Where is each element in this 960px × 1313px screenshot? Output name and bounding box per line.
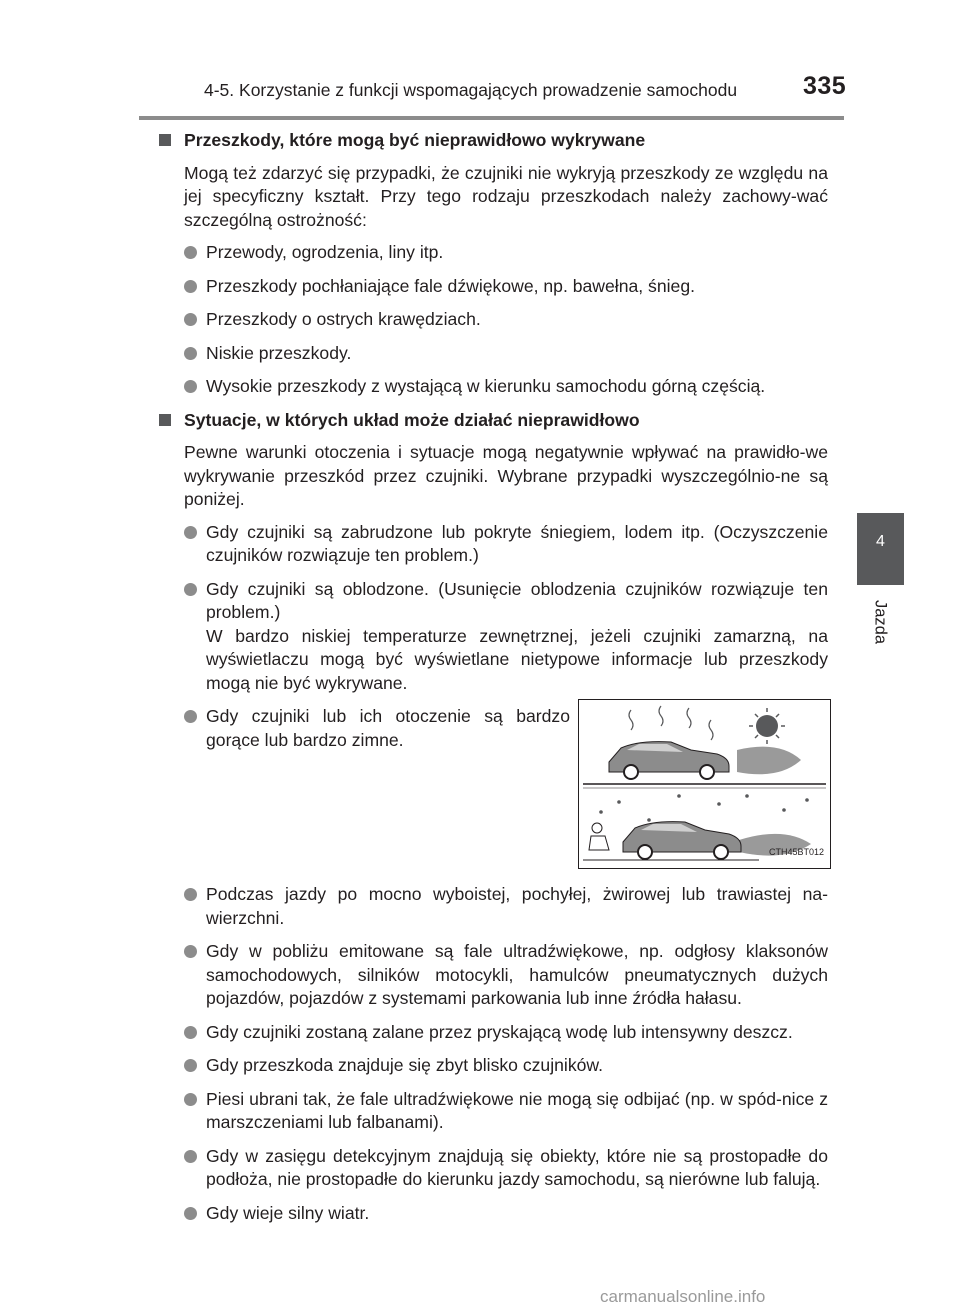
circle-bullet-icon xyxy=(184,1026,197,1039)
person-icon xyxy=(589,823,609,850)
list-item: Przeszkody o ostrych krawędziach. xyxy=(158,308,828,332)
page-content xyxy=(158,125,828,1235)
list-item: Gdy czujniki są oblodzone. (Usunięcie oblodzenia czujników rozwiązuje ten problem.) W bardzo niskiej temperaturze zewnętrznej, jeżeli czujniki zamarzną, na wyświetlaczu mogą być wyświetlane nietypowe informacje lub przeszkody mogą nie być wykrywane. xyxy=(158,578,828,696)
circle-bullet-icon xyxy=(184,1150,197,1163)
section-heading: Sytuacje, w których układ może działać nieprawidłowo xyxy=(158,409,828,433)
chapter-number: 4 xyxy=(876,533,885,550)
list-item: Przeszkody pochłaniające fale dźwiękowe, np. bawełna, śnieg. xyxy=(158,275,828,299)
circle-bullet-icon xyxy=(184,1207,197,1220)
sun-icon xyxy=(749,708,785,744)
circle-bullet-icon xyxy=(184,710,197,723)
circle-bullet-icon xyxy=(184,1093,197,1106)
figure-row xyxy=(158,705,828,883)
list-item: Gdy czujniki lub ich otoczenie są bardzo gorące lub bardzo zimne. xyxy=(158,705,570,752)
list-item: Gdy w pobliżu emitowane są fale ultradźwiękowe, np. odgłosy klaksonów samochodowych, silników motocykli, hamulców pneumatycznych dużych pojazdów, pojazdów z systemami parkowania lub inne źródła hałasu. xyxy=(158,940,828,1011)
circle-bullet-icon xyxy=(184,583,197,596)
list-item: Gdy przeszkoda znajduje się zbyt blisko czujników. xyxy=(158,1054,828,1078)
header-rule xyxy=(139,116,844,120)
car-icon xyxy=(609,742,729,779)
chapter-label: Jazda xyxy=(871,599,890,645)
paragraph: Pewne warunki otoczenia i sytuacje mogą negatywnie wpływać na prawidło-we wykrywanie przeszkód przez czujniki. Wybrane przypadki wyszczególnio-ne są poniżej. xyxy=(184,442,828,509)
circle-bullet-icon xyxy=(184,313,197,326)
snowflake-icon xyxy=(599,794,809,822)
circle-bullet-icon xyxy=(184,888,197,901)
square-bullet-icon xyxy=(159,414,171,426)
circle-bullet-icon xyxy=(184,280,197,293)
heat-wave-icon xyxy=(629,706,713,740)
chapter-tab[interactable] xyxy=(857,513,904,585)
list-item: Piesi ubrani tak, że fale ultradźwiękowe nie mogą się odbijać (np. w spód-nice z marszczeniami lub falbanami). xyxy=(158,1088,828,1135)
page-number: 335 xyxy=(803,72,847,100)
circle-bullet-icon xyxy=(184,526,197,539)
figure-code: CTH45BT012 xyxy=(768,846,824,857)
sensor-wave-shape xyxy=(737,747,801,775)
circle-bullet-icon xyxy=(184,246,197,259)
circle-bullet-icon xyxy=(184,380,197,393)
circle-bullet-icon xyxy=(184,347,197,360)
list-item: Podczas jazdy po mocno wyboistej, pochyłej, żwirowej lub trawiastej na-wierzchni. xyxy=(158,883,828,930)
list-item: Wysokie przeszkody z wystającą w kierunku samochodu górną częścią. xyxy=(158,375,828,399)
list-item: Gdy w zasięgu detekcyjnym znajdują się obiekty, które nie są prostopadłe do podłoża, nie prostopadłe do kierunku jazdy samochodu, są nierówne lub falują. xyxy=(158,1145,828,1192)
list-item: Przewody, ogrodzenia, liny itp. xyxy=(158,241,828,265)
circle-bullet-icon xyxy=(184,945,197,958)
paragraph: Mogą też zdarzyć się przypadki, że czujniki nie wykryją przeszkody ze względu na jej specyficzny kształt. Przy tego rodzaju przeszkodach należy zachowy-wać szczególną ostrożność: xyxy=(184,162,828,230)
list-item: Gdy czujniki zostaną zalane przez pryskającą wodę lub intensywny deszcz. xyxy=(158,1021,828,1045)
square-bullet-icon xyxy=(159,134,171,146)
illustration-hot-cold-sensors xyxy=(578,699,831,869)
car-icon xyxy=(623,822,741,859)
list-item: Niskie przeszkody. xyxy=(158,342,828,366)
circle-bullet-icon xyxy=(184,1059,197,1072)
running-header-title: 4-5. Korzystanie z funkcji wspomagających prowadzenie samochodu xyxy=(204,80,738,100)
watermark-link[interactable]: carmanualsonline.info xyxy=(600,1287,766,1306)
list-item: Gdy wieje silny wiatr. xyxy=(158,1202,828,1226)
section-heading: Przeszkody, które mogą być nieprawidłowo wykrywane xyxy=(158,129,828,153)
list-item: Gdy czujniki są zabrudzone lub pokryte śniegiem, lodem itp. (Oczyszczenie czujników rozwiązuje ten problem.) xyxy=(158,521,828,568)
